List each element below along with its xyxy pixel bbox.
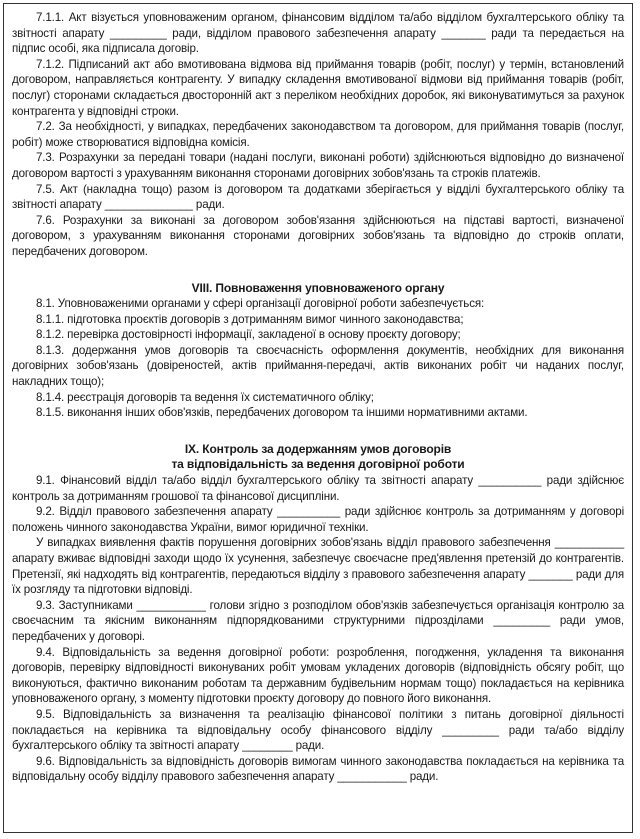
section-9-heading-line1: IX. Контроль за додержанням умов договорів xyxy=(184,441,452,456)
paragraph-9-3: 9.3. Заступниками ___________ голови згідно з розподілом обов'язків забезпечується організація контролю за своєчасним та якісним виконанням підпорядкованими структурними підрозділами _________ ради умов, передбачених у договорі. xyxy=(12,598,624,643)
paragraph-7-2: 7.2. За необхідності, у випадках, передбачених законодавством та договором, для приймання товарів (послуг, робіт) може створюватися відповідна комісія. xyxy=(12,120,624,149)
paragraph-9-2: 9.2. Відділ правового забезпечення апарату __________ ради здійснює контроль за дотриманням у договорі положень чинного законодавства України, вимог юридичної техніки. xyxy=(12,505,624,534)
document-body xyxy=(4,4,632,785)
paragraph-9-2-cont: У випадках виявлення фактів порушення договірних зобов'язань відділ правового забезпечення ___________ апарату вживає відповідні заходи щодо їх усунення, забезпечує своєчасне пред'явлення претензій до контрагентів. Претензії, які надходять від контрагентів, передаються відділу з правового забезпечення апарату _______ ради для їх розгляду та підготовки відповіді. xyxy=(12,536,624,597)
paragraph-7-5: 7.5. Акт (накладна тощо) разом із договором та додатками зберігається у відділі бухгалтерського обліку та звітності апарату ______________ ради. xyxy=(12,182,624,212)
paragraph-9-4: 9.4. Відповідальність за ведення договірної роботи: розроблення, погодження, укладення та виконання договорів, перевірку відповідності виконуваних робіт умовам укладених договорів (відповідність обсягу робіт, що виконуються, фактично виконаним роботам та державним будівельним нормам тощо) покладається на керівника уповноваженого органу, з моменту підготовки проєкту договору до повного його виконання. xyxy=(12,645,624,706)
paragraph-9-1: 9.1. Фінансовий відділ та/або відділ бухгалтерського обліку та звітності апарату __________ ради здійснює контроль за дотриманням грошової та фінансової дисципліни. xyxy=(12,474,624,503)
paragraph-8-1-2: 8.1.2. перевірка достовірності інформації, закладеної в основу проєкту договору; xyxy=(36,328,461,342)
paragraph-9-6: 9.6. Відповідальність за відповідність договорів вимогам чинного законодавства покладається на керівника та відповідальну особу відділу правового забезпечення апарату ___________ ради. xyxy=(12,754,624,784)
paragraph-7-1-2: 7.1.2. Підписаний акт або вмотивована відмова від приймання товарів (робіт, послуг) у термін, встановлений договором, направляється контрагенту. У випадку складення вмотивованої відмови від приймання товарів (робіт, послуг) сторонами складається двосторонній акт з переліком необхідних доробок, які виконуватимуться за рахунок контрагента у відповідні строки. xyxy=(12,57,624,118)
paragraph-7-6: 7.6. Розрахунки за виконані за договором зобов'язання здійснюються на підставі вартості, визначеної договором, з урахуванням виконання сторонами договірних зобов'язань та відповідно до строків оплати, передбачених договором. xyxy=(12,213,624,258)
paragraph-8-1-5: 8.1.5. виконання інших обов'язків, передбачених договором та іншими нормативними актами. xyxy=(36,406,528,420)
paragraph-8-1-1: 8.1.1. підготовка проєктів договорів з дотриманням вимог чинного законодавства; xyxy=(36,312,464,326)
paragraph-9-5: 9.5. Відповідальність за визначення та реалізацію фінансової політики з питань договірної діяльності покладається на керівника та відповідальну особу фінансового відділу _________ ради та/або відділу бухгалтерського обліку та звітності апарату ________ ради. xyxy=(12,707,624,753)
document-page xyxy=(3,3,633,833)
section-9-heading-line2: та відповідальність за ведення договірної роботи xyxy=(171,457,465,472)
paragraph-8-1-3: 8.1.3. додержання умов договорів та своєчасність оформлення документів, необхідних для виконання договірних зобов'язань (довіреностей, актів приймання-передачі, актів виконаних робіт чи наданих послуг, накладних тощо); xyxy=(12,343,624,389)
section-8-heading: VIII. Повноваження уповноваженого органу xyxy=(191,280,445,295)
paragraph-7-1-1: 7.1.1. Акт візується уповноваженим органом, фінансовим відділом та/або відділом бухгалтерського обліку та звітності апарату _________ ради, відділом правового забезпечення апарату _______ ради та передається на підпис особі, яка підписала договір. xyxy=(12,11,624,56)
paragraph-8-1: 8.1. Уповноваженими органами у сфері організації договірної роботи забезпечується: xyxy=(36,297,485,311)
paragraph-8-1-4: 8.1.4. реєстрація договорів та ведення їх систематичного обліку; xyxy=(36,390,374,404)
paragraph-7-3: 7.3. Розрахунки за передані товари (надані послуги, виконані роботи) здійснюються відповідно до визначеної договором вартості з урахуванням виконання сторонами договірних зобов'язань та строків платежів. xyxy=(12,151,624,180)
